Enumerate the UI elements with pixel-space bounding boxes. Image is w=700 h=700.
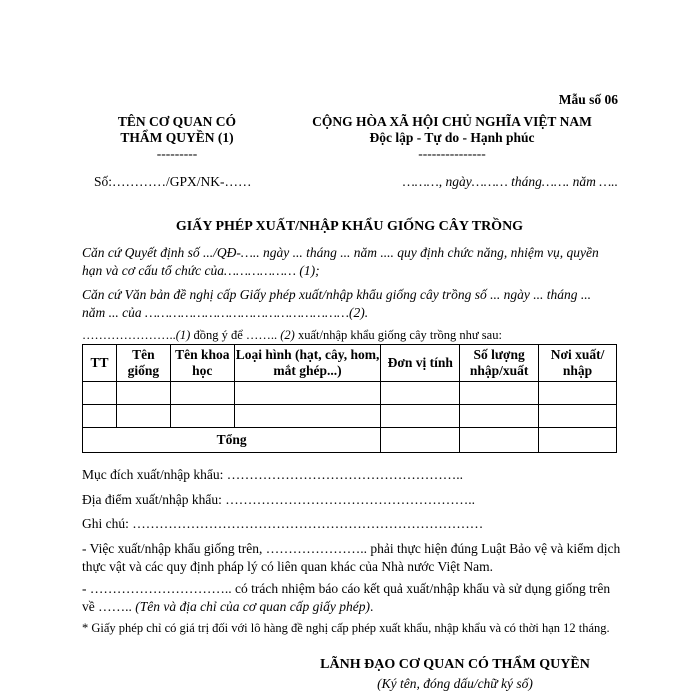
header-unit: Đơn vị tính	[381, 345, 460, 382]
nation-title: CỘNG HÒA XÃ HỘI CHỦ NGHĨA VIỆT NAM	[312, 114, 592, 129]
approval-line	[82, 327, 627, 343]
legal-basis-2: Căn cứ Văn bản đề nghị cấp Giấy phép xuất/nhập khẩu giống cây trồng số ... ngày ... tháng ... năm ... của ……………………………………………(2).	[82, 287, 592, 320]
signature-title: LÃNH ĐẠO CƠ QUAN CÓ THẨM QUYỀN	[320, 657, 590, 672]
ref-2: (2)	[277, 328, 295, 342]
agency-header	[92, 114, 262, 162]
header-scientific-name: Tên khoa học	[170, 345, 234, 382]
seed-table	[82, 344, 617, 453]
agency-name-line1: TÊN CƠ QUAN CÓ	[117, 114, 237, 129]
header-type: Loại hình (hạt, cây, hom, mắt ghép...)	[234, 345, 381, 382]
table-total-row	[83, 428, 617, 453]
table-row	[83, 382, 617, 405]
report-paragraph: - ………………………….. có trách nhiệm báo cáo kết quả xuất/nhập khẩu và sử dụng giống trên về …….. (Tên và địa chỉ của cơ quan cấp giấy phép).	[82, 581, 611, 614]
document-title: GIẤY PHÉP XUẤT/NHẬP KHẨU GIỐNG CÂY TRỒNG	[175, 219, 524, 234]
nation-header	[282, 114, 622, 162]
agency-name-line2: THẨM QUYỀN (1)	[120, 130, 234, 145]
approval-text: đồng ý để ……..	[190, 328, 278, 342]
place-line: Địa điểm xuất/nhập khẩu: ………………………………………………..	[82, 492, 475, 507]
signature-note: (Ký tên, đóng dấu/chữ ký số)	[377, 676, 533, 691]
total-label: Tổng	[83, 428, 381, 453]
report-agency-note: (Tên và địa chỉ của cơ quan cấp giấy phép)	[135, 599, 371, 614]
nation-motto: Độc lập - Tự do - Hạnh phúc	[369, 130, 535, 145]
table-row	[83, 405, 617, 428]
header-tt: TT	[83, 345, 117, 382]
table-header-row	[83, 345, 617, 382]
header-location: Nơi xuất/ nhập	[539, 345, 617, 382]
report-lead: - ………………………….. có trách nhiệm báo cáo kết quả xuất/nhập khẩu và sử dụng giống trên về ……..	[82, 581, 611, 614]
legal-basis-1: Căn cứ Quyết định số .../QĐ-….. ngày ... tháng ... năm .... quy định chức năng, nhiệm vụ, quyền hạn và cơ cấu tổ chức của……………… (1);	[82, 245, 599, 278]
ref-1: (1)	[175, 328, 191, 342]
note-line: Ghi chú: ……………………………………………………………………	[82, 516, 484, 531]
approval-tail: xuất/nhập khẩu giống cây trồng như sau:	[294, 328, 502, 342]
validity-note: * Giấy phép chỉ có giá trị đối với lô hàng đề nghị cấp phép xuất khẩu, nhập khẩu và có thời hạn 12 tháng.	[82, 621, 610, 635]
agency-divider: ---------	[156, 146, 198, 161]
form-number: Mẫu số 06	[558, 92, 618, 107]
purpose-line: Mục đích xuất/nhập khẩu: ……………………………………………..	[82, 467, 463, 482]
header-quantity: Số lượng nhập/xuất	[460, 345, 539, 382]
date-line: ………, ngày……… tháng……. năm …..	[402, 174, 618, 189]
header-variety-name: Tên giống	[116, 345, 170, 382]
document-number: Số:…………/GPX/NK-……	[94, 174, 252, 189]
obligation-paragraph: - Việc xuất/nhập khẩu giống trên, ………………….. phải thực hiện đúng Luật Bảo vệ và kiểm dịch thực vật và các quy định pháp lý có liên quan khác của Nhà nước Việt Nam.	[82, 541, 621, 574]
nation-divider: ---------------	[418, 146, 486, 161]
approval-dots: …………………..	[82, 328, 176, 342]
